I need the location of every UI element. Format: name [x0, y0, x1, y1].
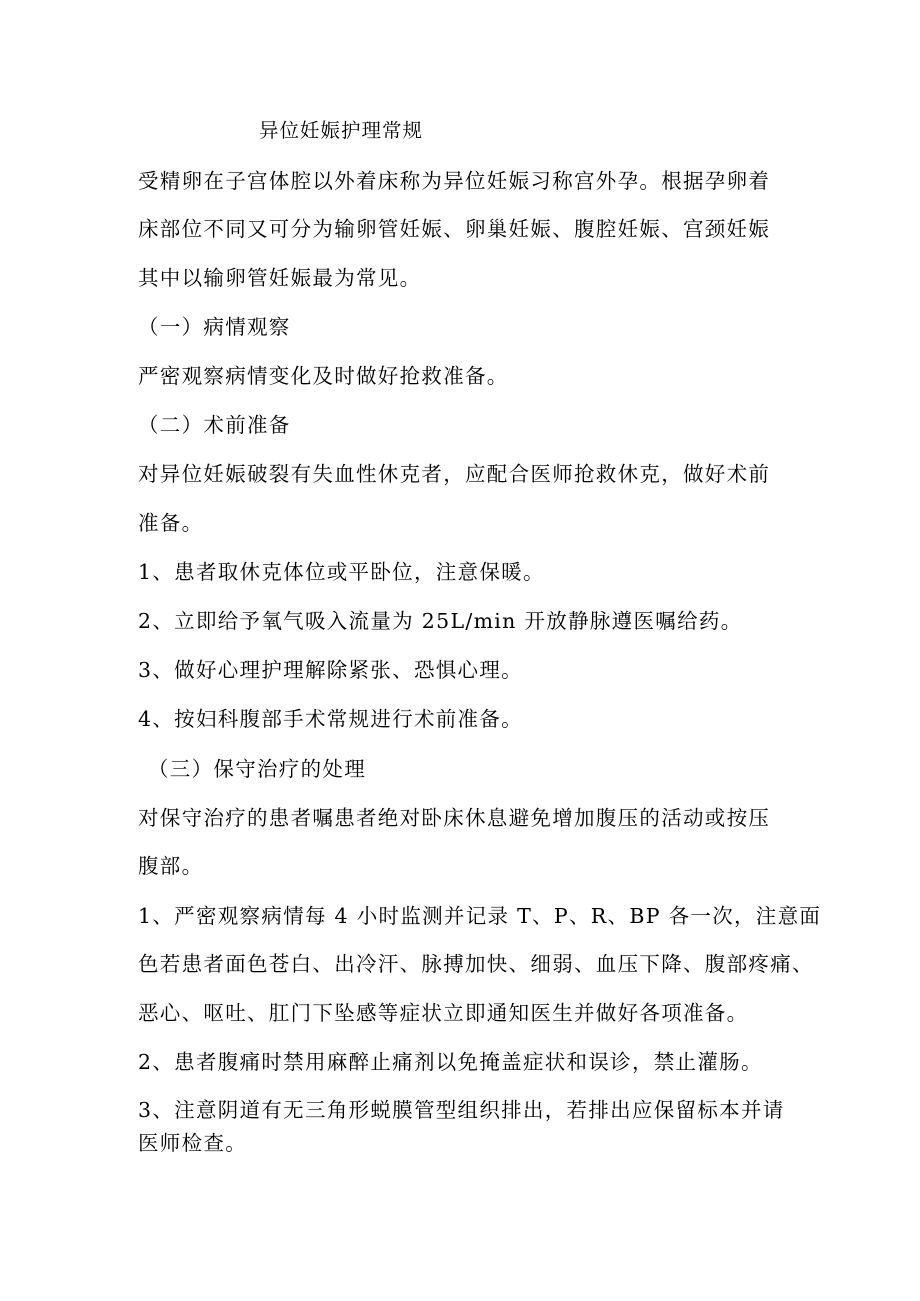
preop-item-1: 1、患者取休克体位或平卧位，注意保暖。	[138, 560, 545, 584]
section-heading-preop: （二）术前准备	[138, 413, 291, 437]
intro-line-1: 受精卵在子宫体腔以外着床称为异位妊娠习称宫外孕。根据孕卵着	[138, 169, 771, 193]
section-text-conservative-line-2: 腹部。	[138, 854, 204, 878]
preop-item-2: 2、立即给予氧气吸入流量为 25L/min 开放静脉遵医嘱给药。	[138, 609, 743, 633]
section-text-preop-line-2: 准备。	[138, 511, 204, 535]
conservative-item-1-line-1: 1、严密观察病情每 4 小时监测并记录 T、P、R、BP 各一次，注意面	[138, 904, 822, 928]
section-text-observation: 严密观察病情变化及时做好抢救准备。	[138, 364, 509, 388]
page-title: 异位妊娠护理常规	[259, 119, 424, 142]
conservative-item-3-line-1: 3、注意阴道有无三角形蜕膜管型组织排出，若排出应保留标本并请	[138, 1098, 785, 1122]
section-text-conservative-line-1: 对保守治疗的患者嘱患者绝对卧床休息避免增加腹压的活动或按压	[138, 806, 771, 830]
conservative-item-3-line-2: 医师检查。	[138, 1131, 247, 1155]
preop-item-3: 3、做好心理护理解除紧张、恐惧心理。	[138, 658, 523, 682]
conservative-item-2: 2、患者腹痛时禁用麻醉止痛剂以免掩盖症状和误诊，禁止灌肠。	[138, 1050, 763, 1074]
section-heading-conservative: （三）保守治疗的处理	[148, 757, 366, 781]
conservative-item-1-line-2: 色若患者面色苍白、出冷汗、脉搏加快、细弱、血压下降、腹部疼痛、	[138, 952, 814, 976]
section-text-preop-line-1: 对异位妊娠破裂有失血性休克者，应配合医师抢救休克，做好术前	[138, 462, 771, 486]
section-heading-observation: （一）病情观察	[138, 315, 291, 339]
conservative-item-1-line-3: 恶心、呕吐、肛门下坠感等症状立即通知医生并做好各项准备。	[138, 1001, 749, 1025]
intro-line-3: 其中以输卵管妊娠最为常见。	[138, 266, 422, 290]
intro-line-2: 床部位不同又可分为输卵管妊娠、卵巢妊娠、腹腔妊娠、宫颈妊娠	[138, 217, 771, 241]
preop-item-4: 4、按妇科腹部手术常规进行术前准备。	[138, 707, 523, 731]
